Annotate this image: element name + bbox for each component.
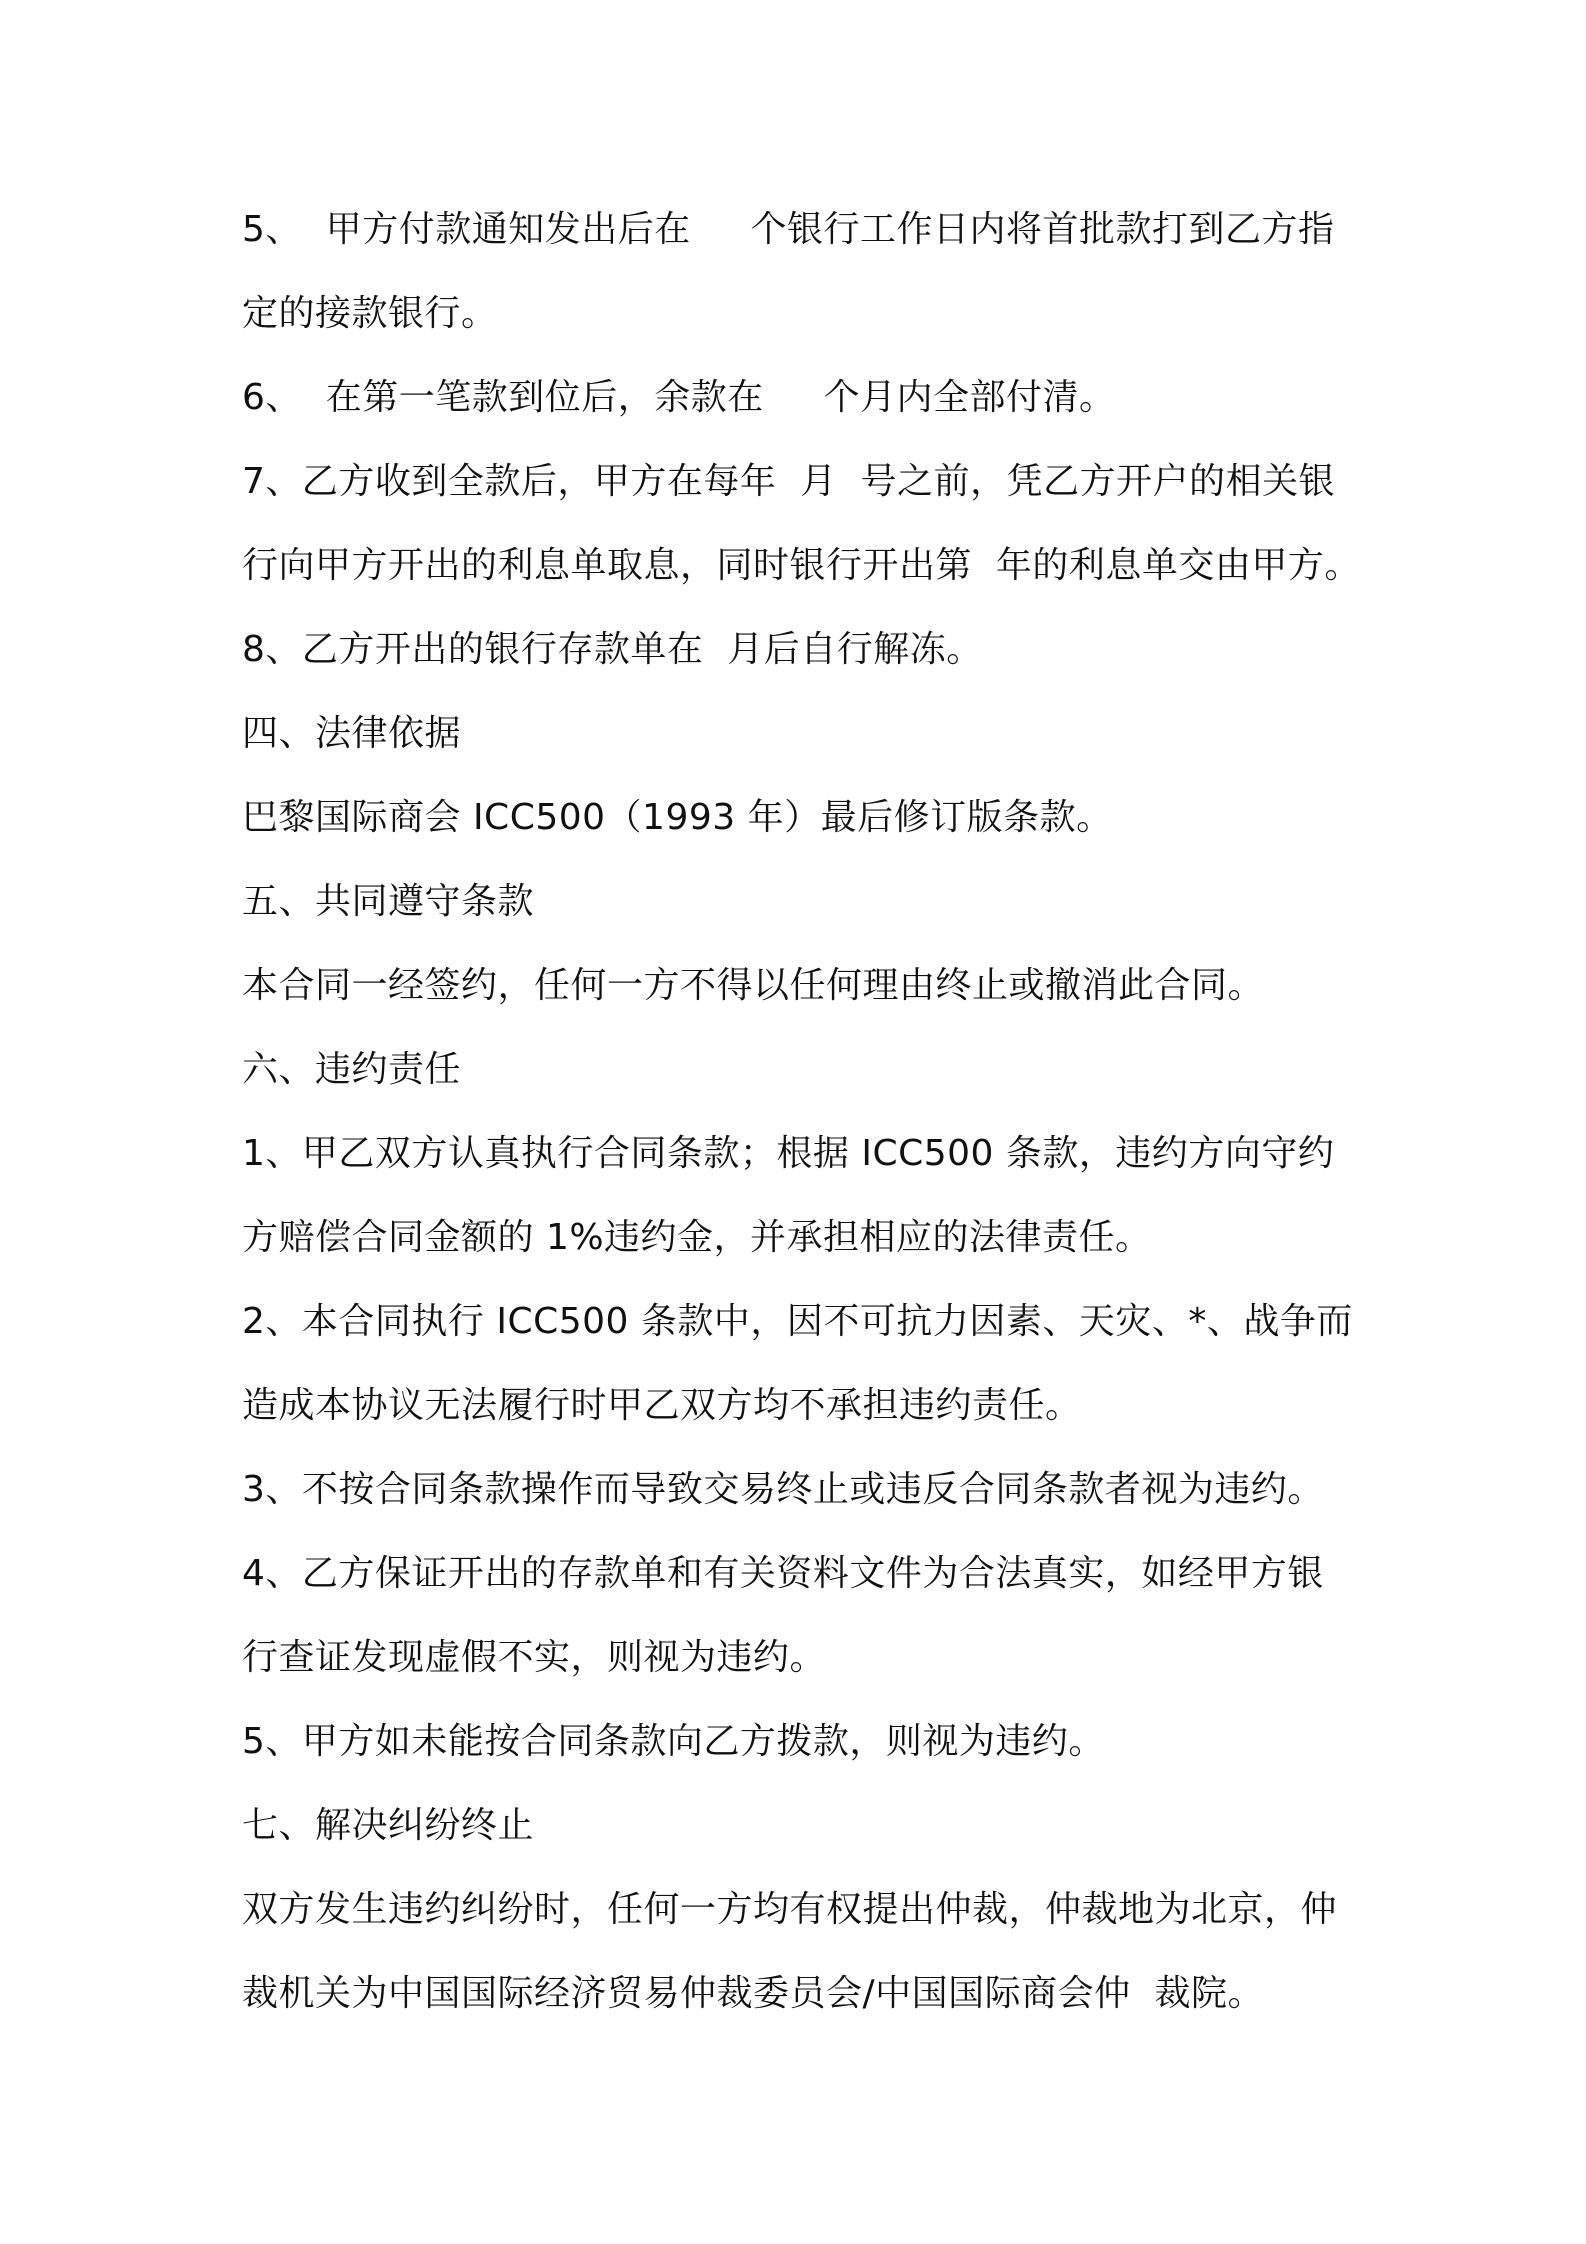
clause-3-6: 6、 在第一笔款到位后，余款在 个月内全部付清。	[242, 377, 1116, 418]
section-heading-6: 六、违约责任	[242, 1049, 462, 1090]
clause-3-5-line-2: 定的接款银行。	[242, 293, 498, 334]
clause-3-7-line-1: 7、乙方收到全款后，甲方在每年 月 号之前，凭乙方开户的相关银	[242, 461, 1336, 502]
clause-6-5: 5、甲方如未能按合同条款向乙方拨款，则视为违约。	[242, 1721, 1105, 1762]
section-7-line-2: 裁机关为中国国际经济贸易仲裁委员会/中国国际商会仲 裁院。	[242, 1973, 1265, 2014]
clause-6-3: 3、不按合同条款操作而导致交易终止或违反合同条款者视为违约。	[242, 1469, 1324, 1510]
section-heading-4: 四、法律依据	[242, 713, 462, 754]
clause-6-1-line-1: 1、甲乙双方认真执行合同条款；根据 ICC500 条款，违约方向守约	[242, 1133, 1335, 1174]
section-4-text: 巴黎国际商会 ICC500（1993 年）最后修订版条款。	[242, 797, 1113, 838]
section-7-line-1: 双方发生违约纠纷时，任何一方均有权提出仲裁，仲裁地为北京，仲	[242, 1889, 1338, 1930]
clause-6-2-line-1: 2、本合同执行 ICC500 条款中，因不可抗力因素、天灾、*、战争而	[242, 1301, 1353, 1342]
section-heading-5: 五、共同遵守条款	[242, 881, 535, 922]
section-heading-7: 七、解决纠纷终止	[242, 1805, 535, 1846]
clause-6-4-line-1: 4、乙方保证开出的存款单和有关资料文件为合法真实，如经甲方银	[242, 1553, 1324, 1594]
section-5-text: 本合同一经签约，任何一方不得以任何理由终止或撤消此合同。	[242, 965, 1265, 1006]
clause-6-1-line-2: 方赔偿合同金额的 1%违约金，并承担相应的法律责任。	[242, 1217, 1152, 1258]
clause-6-2-line-2: 造成本协议无法履行时甲乙双方均不承担违约责任。	[242, 1385, 1082, 1426]
clause-3-8: 8、乙方开出的银行存款单在 月后自行解冻。	[242, 629, 983, 670]
clause-3-5-line-1: 5、 甲方付款通知发出后在 个银行工作日内将首批款打到乙方指	[242, 209, 1335, 250]
clause-6-4-line-2: 行查证发现虚假不实，则视为违约。	[242, 1637, 827, 1678]
clause-3-7-line-2: 行向甲方开出的利息单取息，同时银行开出第 年的利息单交由甲方。	[242, 545, 1361, 586]
